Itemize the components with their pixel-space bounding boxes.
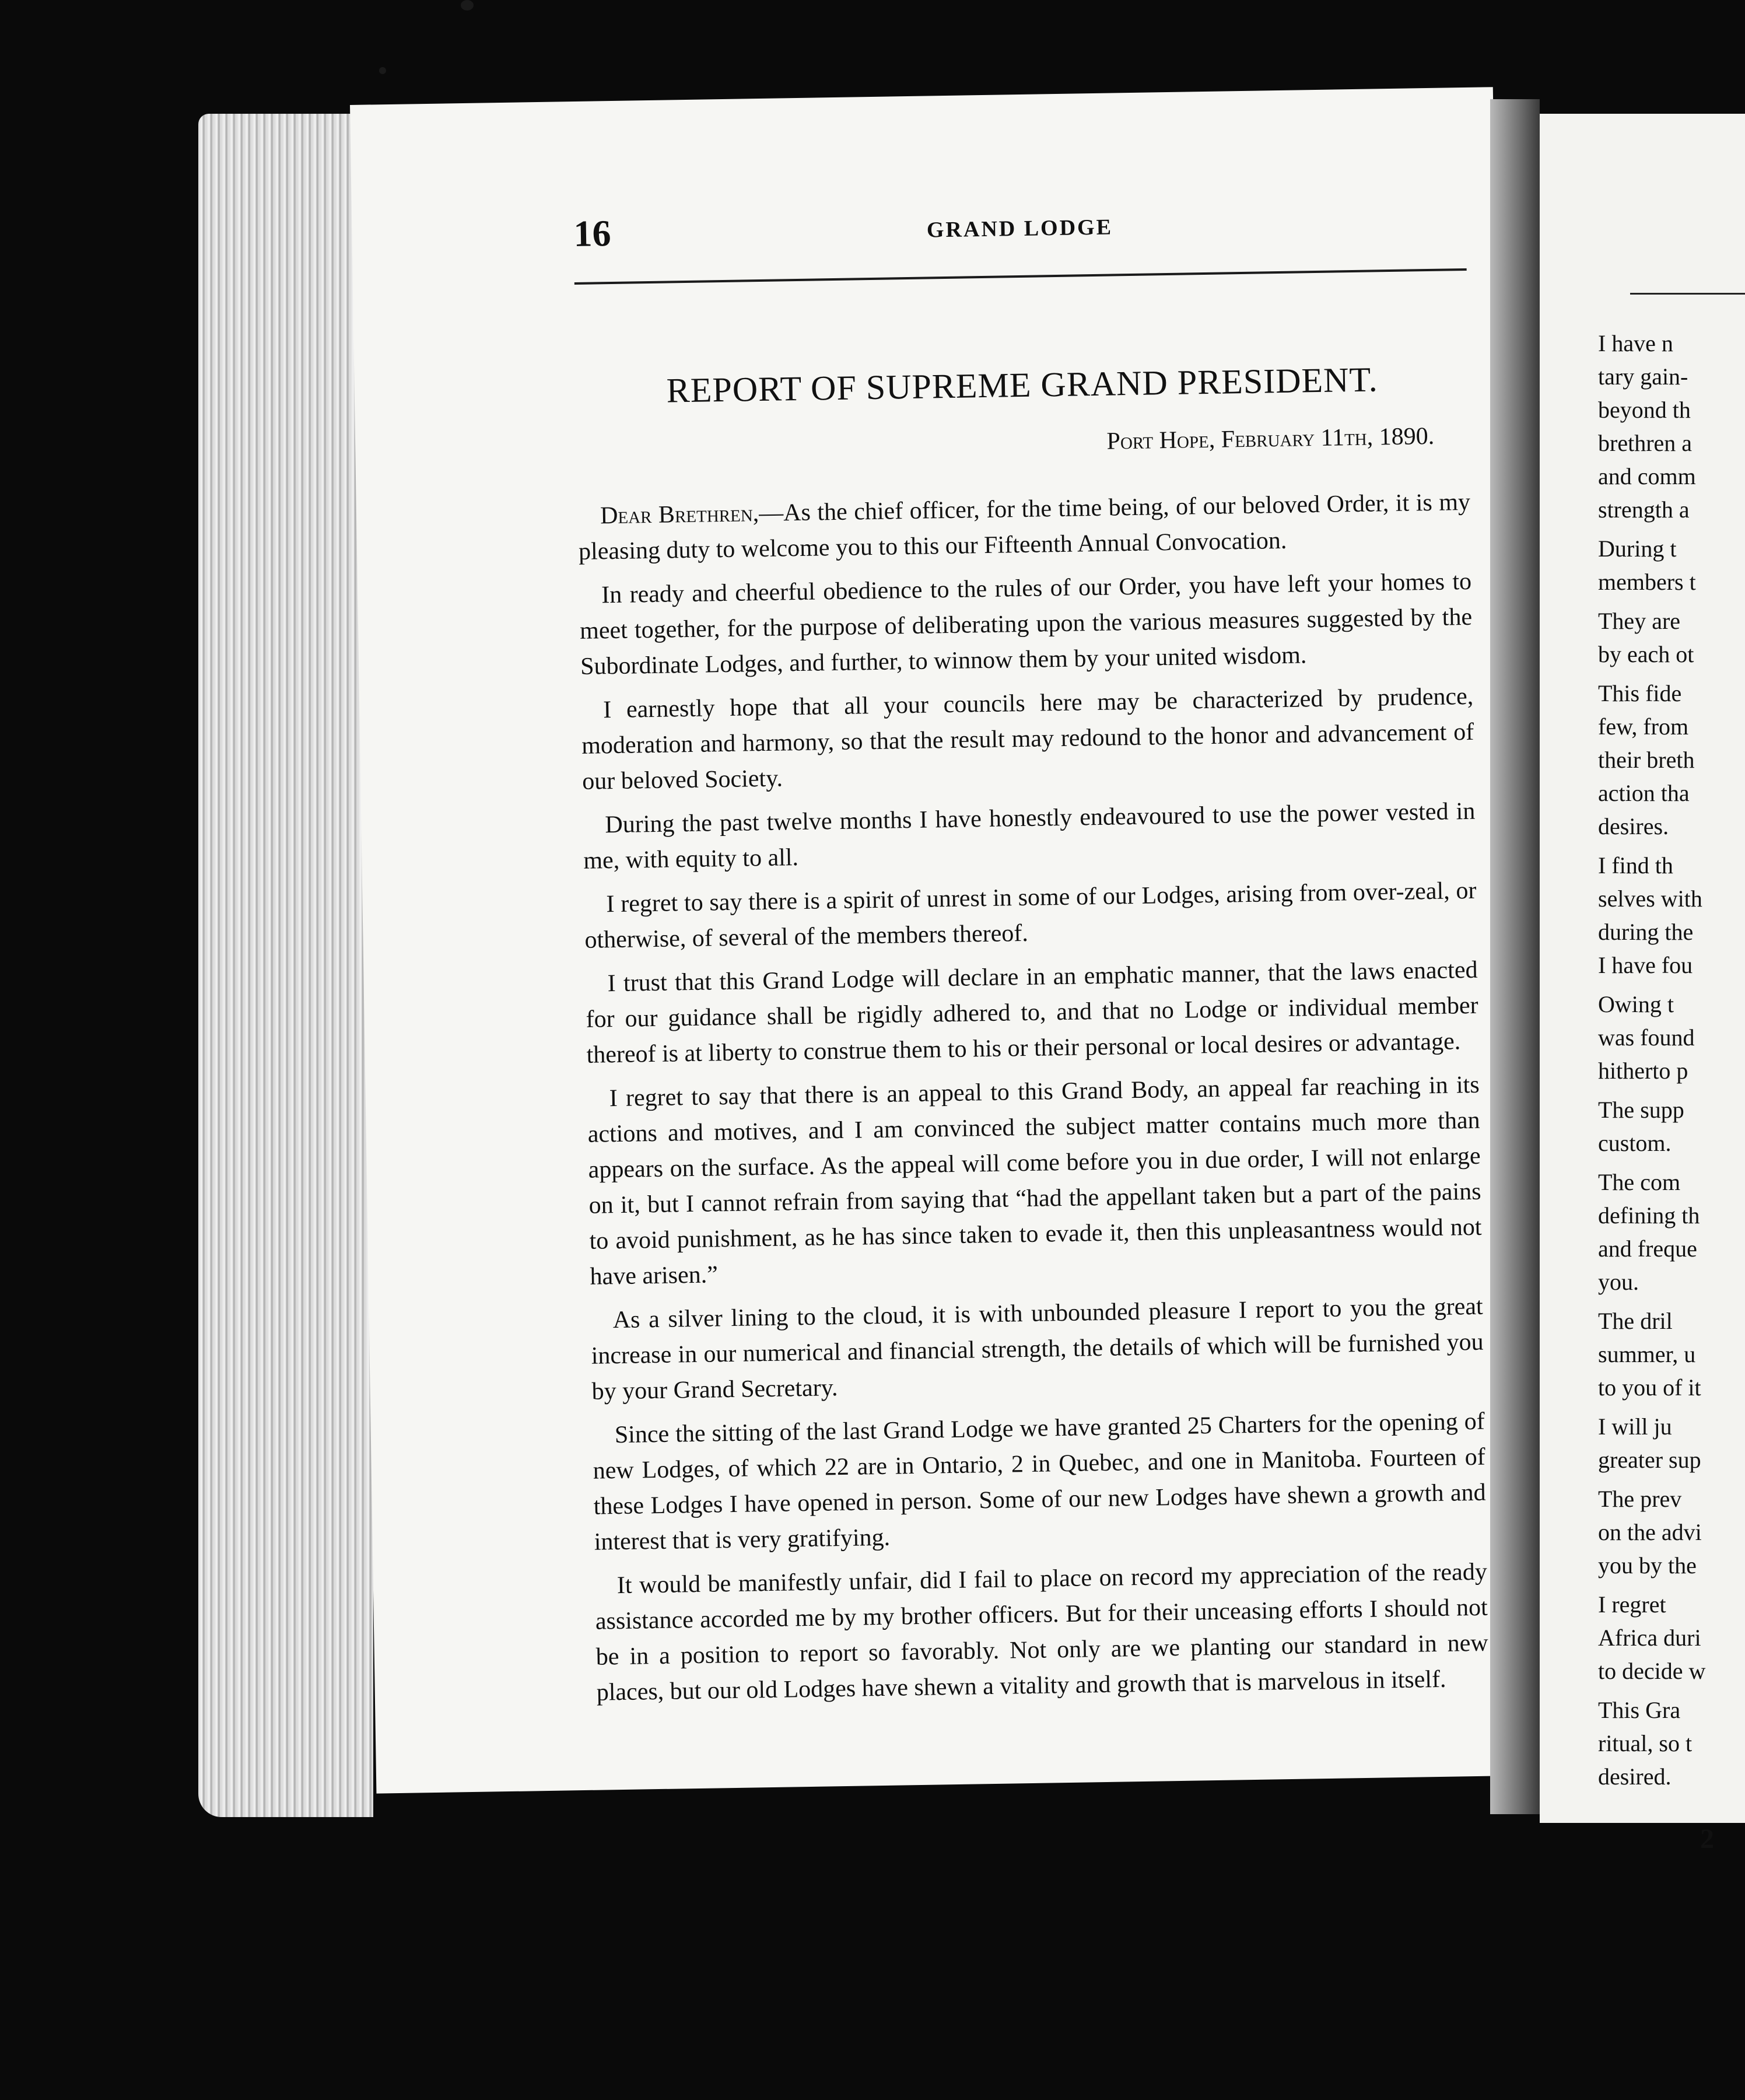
- paragraph-gap: [1598, 982, 1745, 988]
- paragraph: I earnestly hope that all your councils here may be characterized by prudence, moderation and harmony, so that the result may redound to the honor and advancement of our beloved Society.: [581, 682, 1474, 795]
- right-page-line: you.: [1598, 1269, 1639, 1295]
- right-page-line: their breth: [1598, 747, 1695, 773]
- right-page-line: to decide w: [1598, 1658, 1706, 1684]
- page-edges: [198, 114, 373, 1817]
- right-page-line: This Gra: [1598, 1697, 1681, 1723]
- left-page-content: [573, 198, 1489, 1719]
- paragraph-gap: [1598, 1160, 1745, 1166]
- right-page-line: brethren a: [1598, 430, 1693, 456]
- paragraph: Since the sitting of the last Grand Lodge we have granted 25 Charters for the opening of new Lodges, of which 22 are in Ontario, 2 in Quebec, and one in Manitoba. Fourteen of these Lodges I have opened in person. Some of our new Lodges have shewn a growth and interest that is very gratifying.: [593, 1408, 1486, 1556]
- right-page-line: greater sup: [1598, 1447, 1701, 1473]
- right-page-line: members t: [1598, 569, 1696, 595]
- salutation: Dear Brethren,: [600, 500, 759, 530]
- right-page-line: hitherto p: [1598, 1058, 1688, 1084]
- right-page-line: ritual, so t: [1598, 1730, 1693, 1756]
- report-body: [578, 485, 1489, 1711]
- paragraph: During the past twelve months I have honestly endeavoured to use the power vested in me, with equity to all.: [583, 797, 1476, 874]
- paragraph: I regret to say that there is an appeal to this Grand Body, an appeal far reaching in its actions and motives, and I am convinced the subject matter contains much more than appears on the surface. As the appeal will come before you in due order, I will not enlarge on it, but I cannot refrain from saying that “had the appellant taken but a part of the pains to avoid punishment, as he has since taken to evade it, then this unpleasantness would not have arisen.”: [587, 1071, 1482, 1290]
- right-page-line: I find th: [1598, 852, 1673, 878]
- right-page-line: to you of it: [1598, 1374, 1701, 1401]
- right-page-line: was found: [1598, 1024, 1695, 1051]
- left-page: [350, 87, 1519, 1793]
- right-page-line: Africa duri: [1598, 1625, 1701, 1651]
- header-rule: [574, 268, 1467, 285]
- right-page-line: The dril: [1598, 1308, 1673, 1334]
- report-title: REPORT OF SUPREME GRAND PRESIDENT.: [666, 360, 1379, 410]
- paragraph: In ready and cheerful obedience to the rules of our Order, you have left your homes to meet together, for the purpose of deliberating upon the various measures suggested by the Subordinate Lodges, and further, to winnow them by your united wisdom.: [579, 568, 1473, 680]
- scan-speck: [379, 67, 386, 74]
- right-page-line: and comm: [1598, 463, 1696, 489]
- right-page-line: by each ot: [1598, 641, 1694, 667]
- paragraph: [578, 485, 1471, 570]
- paragraph-gap: [1598, 1298, 1745, 1304]
- book-gutter: [1490, 99, 1540, 1814]
- paragraph-gap: [1598, 1476, 1745, 1482]
- right-page-line: I have fou: [1598, 952, 1693, 978]
- paragraph-gap: [1598, 843, 1745, 849]
- right-header-rule: [1630, 293, 1745, 295]
- paragraph: I regret to say there is a spirit of unrest in some of our Lodges, arising from over-zeal, or otherwise, of several of the members thereof.: [584, 877, 1477, 954]
- dateline: Port Hope, February 11th, 1890.: [1106, 422, 1435, 455]
- right-page-line: few, from: [1598, 713, 1689, 740]
- right-page-line: action tha: [1598, 780, 1690, 806]
- page-number: 16: [573, 212, 612, 254]
- paragraph-gap: [1598, 1688, 1745, 1693]
- paragraph-gap: [1598, 1582, 1745, 1588]
- right-page-line: They are: [1598, 608, 1681, 634]
- right-page-line: The supp: [1598, 1097, 1684, 1123]
- scan-speck: [461, 0, 474, 10]
- right-page-text: [1598, 327, 1745, 1793]
- running-head: GRAND LODGE: [926, 215, 1113, 243]
- right-page-line: tary gain-: [1598, 363, 1688, 390]
- paragraph-gap: [1598, 1087, 1745, 1093]
- right-page-line: defining th: [1598, 1202, 1700, 1228]
- right-page-line: desired.: [1598, 1763, 1672, 1790]
- paragraph-gap: [1598, 671, 1745, 677]
- right-page-line: The prev: [1598, 1486, 1682, 1512]
- right-page-line: during the: [1598, 919, 1694, 945]
- paragraph: It would be manifestly unfair, did I fail to place on record my appreciation of the ready assistance accorded me by my brother officers. But for their unceasing efforts I should not be in a position to report so favorably. Not only are we planting our standard in new places, but our old Lodges have shewn a vitality and growth that is marvelous in itself.: [595, 1558, 1489, 1706]
- right-page-line: I have n: [1598, 330, 1673, 356]
- paragraph-text: —As the chief officer, for the time being, of our beloved Order, it is my pleasing duty to welcome you to this our Fifteenth Annual Convocation.: [578, 488, 1471, 565]
- right-page-line: summer, u: [1598, 1341, 1696, 1367]
- paragraph-gap: [1598, 598, 1745, 604]
- right-page-line: you by the: [1598, 1552, 1697, 1578]
- right-page-line: This fide: [1598, 680, 1682, 706]
- right-page-line: on the advi: [1598, 1519, 1702, 1545]
- right-page-line: custom.: [1598, 1130, 1672, 1156]
- page-header: [573, 198, 1466, 265]
- right-page-line: I will ju: [1598, 1413, 1672, 1440]
- right-page-line: and freque: [1598, 1236, 1697, 1262]
- right-page-line: Owing t: [1598, 991, 1674, 1017]
- right-page-line: The com: [1598, 1169, 1681, 1195]
- right-page-line: I regret: [1598, 1591, 1666, 1618]
- paragraph-gap: [1598, 1404, 1745, 1410]
- paragraph-gap: [1598, 526, 1745, 532]
- paragraph: As a silver lining to the cloud, it is with unbounded pleasure I report to you the great increase in our numerical and financial strength, the details of which will be furnished you by your Grand Secretary.: [591, 1293, 1484, 1405]
- paragraph: I trust that this Grand Lodge will declare in an emphatic manner, that the laws enacted for our guidance shall be rigidly adhered to, and that no Lodge or individual member thereof is at liberty to construe them to his or their personal or local desires or advantage.: [586, 956, 1478, 1069]
- right-page-line: desires.: [1598, 813, 1669, 839]
- right-page-line: selves with: [1598, 886, 1702, 912]
- signature-mark: 2: [1700, 1824, 1714, 1854]
- right-page-line: During t: [1598, 536, 1677, 562]
- right-page-line: strength a: [1598, 496, 1690, 523]
- right-page-line: beyond th: [1598, 397, 1691, 423]
